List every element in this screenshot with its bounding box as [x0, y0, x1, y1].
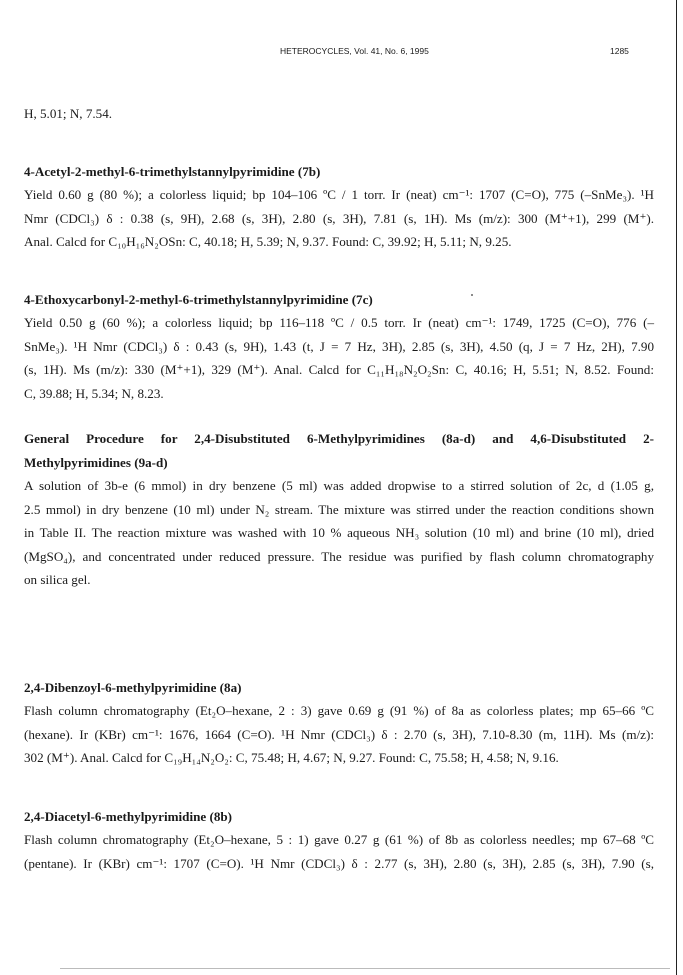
heading-line: General Procedure for 2,4-Disubstituted 6-Methylpyrimidines (8a-d) and 4,6-Disubstituted 2-: [24, 431, 654, 446]
running-header: [0, 46, 683, 60]
text-line: (s, 1H). Ms (m/z): 330 (M⁺+1), 329 (M⁺). Anal. Calcd for C₁₁H₁₈N₂O₂Sn: C, 40.16; H, 5.51; N, 8.52. Found:: [24, 362, 654, 377]
heading-line: 2,4-Diacetyl-6-methylpyrimidine (8b): [24, 809, 233, 824]
general-procedure-paragraph: [24, 474, 654, 592]
general-procedure-heading: [24, 427, 654, 474]
text-line: Anal. Calcd for C₁₀H₁₆N₂OSn: C, 40.18; H, 5.39; N, 9.37. Found: C, 39.92; H, 5.11; N, 9.25.: [24, 234, 512, 249]
text-line: Yield 0.60 g (80 %); a colorless liquid; bp 104–106 ºC / 1 torr. Ir (neat) cm⁻¹: 1707 (C=O), 775 (–SnMe₃). ¹H: [24, 187, 654, 202]
heading-line: 2,4-Dibenzoyl-6-methylpyrimidine (8a): [24, 680, 242, 695]
text-line: (hexane). Ir (KBr) cm⁻¹: 1676, 1664 (C=O). ¹H Nmr (CDCl₃) δ : 2.70 (s, 3H), 7.10-8.30 (m, 11H). Ms (m/z):: [24, 726, 654, 742]
page-right-edge: [676, 0, 677, 975]
page-number: 1285: [610, 46, 629, 56]
scan-edge: [60, 968, 670, 969]
compound-heading-8a: [24, 676, 654, 700]
compound-heading-8b: [24, 805, 654, 829]
heading-line: Methylpyrimidines (9a-d): [24, 454, 168, 470]
text-line: on silica gel.: [24, 572, 91, 587]
continued-analysis-text: [24, 102, 654, 126]
text-line: A solution of 3b-e (6 mmol) in dry benzene (5 ml) was added dropwise to a stirred solution of 2c, d (1.05 g,: [24, 478, 654, 493]
text-line: Flash column chromatography (Et₂O–hexane, 2 : 3) gave 0.69 g (91 %) of 8a as colorless plates; mp 65–66 ºC: [24, 703, 654, 718]
text-line: SnMe₃). ¹H Nmr (CDCl₃) δ : 0.43 (s, 9H), 1.43 (t, J = 7 Hz, 3H), 2.85 (s, 3H), 4.50 (q, J = 7 Hz, 2H), 7.90: [24, 338, 654, 354]
compound-paragraph-7c: [24, 311, 654, 405]
stray-mark: [471, 294, 473, 296]
heading-line: 4-Acetyl-2-methyl-6-trimethylstannylpyrimidine (7b): [24, 164, 321, 179]
text-line: Nmr (CDCl₃) δ : 0.38 (s, 9H), 2.68 (s, 3H), 2.80 (s, 3H), 7.81 (s, 1H). Ms (m/z): 300 (M⁺+1), 299 (M⁺).: [24, 210, 654, 226]
text-line: C, 39.88; H, 5.34; N, 8.23.: [24, 385, 164, 401]
compound-paragraph-7b: [24, 183, 654, 254]
compound-heading-7c: [24, 288, 654, 312]
text-line: Flash column chromatography (Et₂O–hexane, 5 : 1) gave 0.27 g (61 %) of 8b as colorless needles; mp 67–68 ºC: [24, 832, 654, 847]
text-line: H, 5.01; N, 7.54.: [24, 106, 113, 121]
heading-line: 4-Ethoxycarbonyl-2-methyl-6-trimethylstannylpyrimidine (7c): [24, 292, 373, 307]
journal-citation: HETEROCYCLES, Vol. 41, No. 6, 1995: [280, 46, 429, 56]
compound-paragraph-8b: [24, 828, 654, 875]
text-line: in Table II. The reaction mixture was washed with 10 % aqueous NH₃ solution (10 ml) and brine (10 ml), dried: [24, 525, 654, 540]
text-line: 2.5 mmol) in dry benzene (10 ml) under N₂ stream. The mixture was stirred under the reaction conditions shown: [24, 501, 654, 517]
text-line: (MgSO₄), and concentrated under reduced pressure. The residue was purified by flash column chromatography: [24, 548, 654, 564]
text-line: Yield 0.50 g (60 %); a colorless liquid; bp 116–118 ºC / 0.5 torr. Ir (neat) cm⁻¹: 1749, 1725 (C=O), 776 (–: [24, 315, 654, 330]
text-line: (pentane). Ir (KBr) cm⁻¹: 1707 (C=O). ¹H Nmr (CDCl₃) δ : 2.77 (s, 3H), 2.80 (s, 3H), 2.85 (s, 3H), 7.90 (s,: [24, 855, 654, 871]
compound-paragraph-8a: [24, 699, 654, 770]
text-line: 302 (M⁺). Anal. Calcd for C₁₉H₁₄N₂O₂: C, 75.48; H, 4.67; N, 9.27. Found: C, 75.58; H, 4.58; N, 9.16.: [24, 750, 559, 765]
compound-heading-7b: [24, 160, 654, 184]
